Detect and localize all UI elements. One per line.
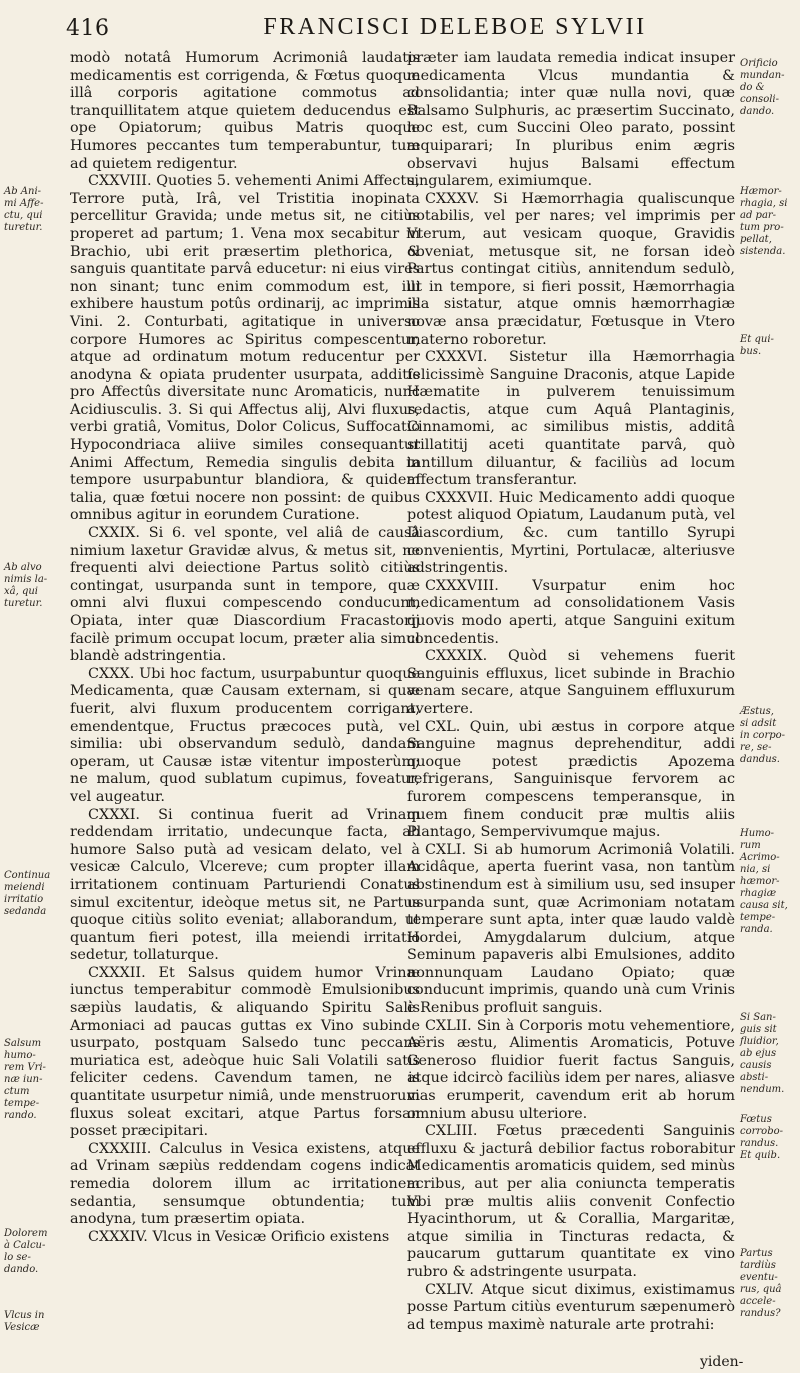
- margin-note-humorum: Humo- rum Acrimo- nia, si hæmor- rhagiæ causa sit, tempe- randa.: [740, 828, 788, 935]
- catchword: yiden-: [700, 1354, 744, 1370]
- margin-note-continua: Continua meiendi irritatio sedanda: [4, 870, 51, 917]
- paragraph-cxxxvi: CXXXVI. Sistetur illa Hæmorrhagia felicissimè Sanguine Draconis, atque Lapide Hæmatite in pulverem tenuissimum redactis, atque cum Aquâ Plantaginis, Cinnamomi, ac similibus mistis, additâ stillatitij aceti quantitate parvâ, quò tantillum diluantur, & faciliùs ad locum affectum transferantur.: [407, 349, 735, 489]
- margin-note-orificio: Orificio mundan- do & consoli- dando.: [740, 58, 785, 117]
- page-number: 416: [66, 16, 110, 41]
- paragraph-cxlii: CXLII. Sin à Corporis motu vehementiore, Aëris æstu, Alimentis Aromaticis, Potuve Generoso fluidior fuerit factus Sanguis, atque idcircò faciliùs idem per nares, aliasve vias erumperit, cavendum erit ab horum omnium abusu ulteriore.: [407, 1017, 735, 1122]
- margin-note-dolorem: Dolorem à Calcu- lo se- dando.: [4, 1228, 48, 1275]
- margin-note-vlcus: Vlcus in Vesicæ: [4, 1310, 45, 1333]
- paragraph-cxxxix: CXXXIX. Quòd si vehemens fuerit Sanguinis effluxus, licet subinde in Brachio venam secare, atque Sanguinem effluxurum avertere.: [407, 648, 735, 717]
- paragraph-cxli: CXLI. Si ab humorum Acrimoniâ Volatili. Acidâque, aperta fuerint vasa, non tantùm abstinendum est à similium usu, sed insuper usurpanda sunt, quæ Acrimoniam notatam temperare sunt apta, inter quæ laudo valdè Hordei, Amygdalarum dulcium, atque Seminum papaveris albi Emulsiones, addito nonnunquam Laudano Opiato; quæ conducunt imprimis, quando unà cum Vrinis è Renibus profluit sanguis.: [407, 841, 735, 1017]
- paragraph-cxxxviii: CXXXVIII. Vsurpatur enim hoc medicamentum ad consolidationem Vasis quovis modo aperti, atque Sanguini exitum concedentis.: [407, 577, 735, 647]
- paragraph-cxxx: CXXX. Ubi hoc factum, usurpabuntur quoque Medicamenta, quæ Causam externam, si quæ fuerit, alvi fluxum producentem corrigant, emendentque, Fructus præcoces putà, vel similia: ubi observandum sedulò, dandam operam, ut Causæ istæ vitentur imposterùm; ne malum, quod sublatum cupimus, foveatur, vel augeatur.: [70, 665, 420, 805]
- paragraph-cxxxiii: CXXXIII. Calculus in Vesica existens, atque ad Vrinam sæpiùs reddendam cogens indicat remedia dolorem illum ac irritationem sedantia, sensumque obtundentia; tum anodyna, tum præsertim opiata.: [70, 1140, 420, 1228]
- paragraph-cxxxi: CXXXI. Si continua fuerit ad Vrinam reddendam irritatio, undecunque facta, ab humore Salso putà ad vesicam delato, vel à vesicæ Calculo, Vlcereve; cum propter illam irritationem continuam Parturiendi Conatus simul excitentur, ideòque metus sit, ne Partus quoque citiùs solito eveniat; allaborandum, ut quantum fieri potest, illa meiendi irritatio sedetur, tollaturque.: [70, 806, 420, 964]
- paragraph-cxliii: CXLIII. Fœtus præcedenti Sanguinis effluxu & jacturâ debilior factus roborabitur Medicamentis aromaticis quidem, sed minùs acribus, aut per alia coniuncta temperatis Vbi præ multis aliis convenit Confectio Hyacinthorum, ut & Corallia, Margaritæ, atque similia in Tincturas redacta, & paucarum guttarum quantitate ex vino rubro & adstringente usurpata.: [407, 1123, 735, 1280]
- margin-note-si-sanguis: Si San- guis sit fluidior, ab ejus causis absti- nendum.: [740, 1012, 785, 1095]
- left-text-column: [70, 50, 420, 1246]
- margin-note-partus: Partus tardiùs eventu- rus, quâ accele- randus?: [740, 1248, 782, 1319]
- paragraph-continuation: præter iam laudata remedia indicat insuper medicamenta Vlcus mundantia & consolidantia; inter quæ nulla novi, quæ Balsamo Sulphuris, ac præsertim Succinato, hoc est, cum Succini Oleo parato, possint æquiparari; In pluribus enim ægris observavi hujus Balsami effectum singularem, eximiumque.: [407, 50, 735, 190]
- margin-note-foetus: Fœtus corrobo- randus. Et quib.: [740, 1114, 784, 1161]
- paragraph-continuation: modò notatâ Humorum Acrimoniâ laudatis medicamentis est corrigenda, & Fœtus quoque illâ corporis agitatione commotus ad tranquillitatem atque quietem deducendus est ope Opiatorum; quibus Matris quoque Humores peccantes tum temperabuntur, tum ad quietem redigentur.: [70, 50, 420, 172]
- running-head: FRANCISCI DELEBOE SYLVII: [263, 14, 647, 40]
- paragraph-cxxix: CXXIX. Si 6. vel sponte, vel aliâ de causâ nimium laxetur Gravidæ alvus, & metus sit, ne frequenti alvi deiectione Partus solitò citiùs contingat, usurpanda sunt in tempore, quæ omni alvi fluxui compescendo conducunt, Opiata, inter quæ Diascordium Fracastorij facilè primum occupat locum, præter alia simul blandè adstringentia.: [70, 525, 420, 665]
- margin-note-aestus: Æstus, si adsit in corpo- re, se- dandus.: [740, 706, 786, 765]
- page-header: [0, 6, 800, 46]
- paragraph-cxxxii: CXXXII. Et Salsus quidem humor Vrinæ iunctus temperabitur commodè Emulsionibus sæpiùs laudatis, & aliquando Spiritu Salis Armoniaci ad paucas guttas ex Vino subinde usurpato, postquam Salsedo tunc peccans muriatica est, adeòque huic Sali Volatili satis feliciter cedens. Cavendum tamen, ne is quantitate usurpetur nimiâ, unde menstruorum fluxus soleat excitari, atque Partus forsan posset præcipitari.: [70, 964, 420, 1140]
- right-text-column: [407, 50, 735, 1334]
- paragraph-cxxxvii: CXXXVII. Huic Medicamento addi quoque potest aliquod Opiatum, Laudanum putà, vel Diascordium, &c. cum tantillo Syrupi convenientis, Myrtini, Portulacæ, alteriusve adstringentis.: [407, 489, 735, 577]
- margin-note-et-quibus: Et qui- bus.: [740, 334, 774, 357]
- margin-note-ab-animi: Ab Ani- mi Affe- ctu, qui turetur.: [4, 186, 44, 233]
- paragraph-cxxxiv: CXXXIV. Vlcus in Vesicæ Orificio existens: [88, 1228, 390, 1245]
- paragraph-cxxviii: CXXVIII. Quoties 5. vehementi Animi Affectu, Terrore putà, Irâ, vel Tristitia inopinata percellitur Gravida; unde metus sit, ne citiùs properet ad partum; 1. Vena mox secabitur in Brachio, ubi erit præsertim plethorica, & sanguis quantitate parvâ educetur: ni eius vires non sinant; tunc enim commodum est, illi exhibere haustum potûs ordinarij, ac imprimis Vini. 2. Conturbati, agitatique in universo corpore Humores ac Spiritus compescentur, atque ad ordinatum motum reducentur per anodyna & opiata prudenter usurpata, additis pro Affectûs diversitate nunc Aromaticis, nunc Acidiusculis. 3. Si qui Affectus alij, Alvi fluxus, verbi gratiâ, Vomitus, Dolor Colicus, Suffocatio Hypocondriaca aliive similes consequantur Animi Affectum, Remedia singulis debita in tempore usurpabuntur blandiora, & quidem talia, quæ fœtui nocere non possint: de quibus omnibus agitur in eorundem Curatione.: [70, 173, 420, 524]
- paragraph-cxliv: CXLIV. Atque sicut diximus, existimamus posse Partum citiùs eventurum sæpenumerò ad tempus maximè naturale arte protrahi:: [407, 1281, 735, 1333]
- margin-note-haemorrhagia: Hæmor- rhagia, si ad par- tum pro- pellat, sistenda.: [740, 186, 788, 257]
- margin-note-ab-alvo: Ab alvo nimis la- xâ, qui turetur.: [4, 562, 48, 609]
- margin-note-salsum: Salsum humo- rem Vri- næ iun- ctum tempe- rando.: [4, 1038, 46, 1121]
- paragraph-cxl: CXL. Quin, ubi æstus in corpore atque Sanguine magnus deprehenditur, addi quoque potest prædictis Apozema refrigerans, Sanguinisque fervorem ac furorem compescens temperansque, in quem finem conducit præ multis aliis Plantago, Sempervivumque majus.: [407, 718, 735, 841]
- paragraph-cxxxv: CXXXV. Si Hæmorrhagia qualiscunque notabilis, vel per nares; vel imprimis per Vterum, aut vesicam quoque, Gravidis obveniat, metusque sit, ne forsan ideò Partus contingat citiùs, annitendum sedulò, ut in tempore, si fieri possit, Hæmorrhagia illa sistatur, atque omnis hæmorrhagiæ novæ ansa præcidatur, Fœtusque in Vtero materno roboretur.: [407, 190, 735, 348]
